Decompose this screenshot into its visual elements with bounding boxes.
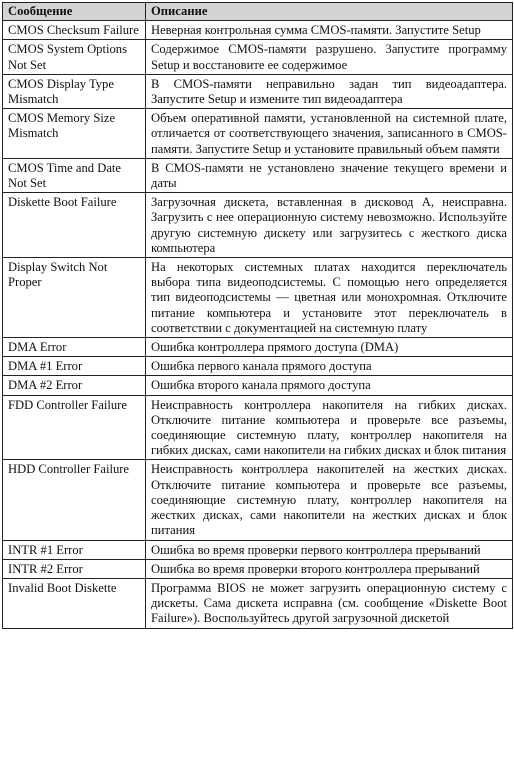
description-cell: В CMOS-памяти не установлено значение текущего времени и даты [146, 158, 513, 192]
description-cell: Неисправность контроллера накопителя на гибких дисках. Отключите питание компьютера и проверьте все разъемы, соединяющие системную плату, контроллер накопителя на гибких дисках, сами накопители на гибких дисках и блок питания [146, 395, 513, 460]
table-row [3, 559, 513, 578]
table-row [3, 540, 513, 559]
message-cell: Display Switch Not Proper [3, 258, 146, 338]
description-cell: Программа BIOS не может загрузить операционную систему с дискеты. Сама дискета исправна (см. сообщение «Diskette Boot Failure»). Воспользуйтесь другой загрузочной дискетой [146, 578, 513, 628]
description-cell: Загрузочная дискета, вставленная в дисковод A, неисправна. Загрузить с нее операционную систему невозможно. Используйте другую системную дискету или загрузитесь с жесткого диска компьютера [146, 193, 513, 258]
table-header [3, 3, 513, 21]
table-row [3, 258, 513, 338]
table-row [3, 376, 513, 395]
description-cell: Объем оперативной памяти, установленной на системной плате, отличается от соответствующего значения, записанного в CMOS-памяти. Запустите Setup и установите правильный объем памяти [146, 109, 513, 159]
table-row [3, 74, 513, 108]
column-header-message: Сообщение [3, 3, 146, 21]
table-row [3, 40, 513, 74]
description-cell: Ошибка второго канала прямого доступа [146, 376, 513, 395]
message-cell: DMA #2 Error [3, 376, 146, 395]
message-cell: Diskette Boot Failure [3, 193, 146, 258]
message-cell: CMOS Display Type Mismatch [3, 74, 146, 108]
table-row [3, 395, 513, 460]
message-cell: DMA #1 Error [3, 357, 146, 376]
table-row [3, 357, 513, 376]
description-cell: Неверная контрольная сумма CMOS-памяти. Запустите Setup [146, 21, 513, 40]
column-header-description: Описание [146, 3, 513, 21]
description-cell: Ошибка во время проверки первого контроллера прерываний [146, 540, 513, 559]
table-row [3, 578, 513, 628]
message-cell: CMOS Memory Size Mismatch [3, 109, 146, 159]
table-row [3, 109, 513, 159]
description-cell: Неисправность контроллера накопителей на жестких дисках. Отключите питание компьютера и проверьте все разъемы, соединяющие системную плату, контроллер накопителя на жестких дисках, сами накопители на жестких дисках и блок питания [146, 460, 513, 540]
description-cell: Ошибка во время проверки второго контроллера прерываний [146, 559, 513, 578]
message-cell: INTR #1 Error [3, 540, 146, 559]
message-cell: Invalid Boot Diskette [3, 578, 146, 628]
message-cell: INTR #2 Error [3, 559, 146, 578]
description-cell: В CMOS-памяти неправильно задан тип видеоадаптера. Запустите Setup и измените тип видеоадаптера [146, 74, 513, 108]
message-cell: CMOS Time and Date Not Set [3, 158, 146, 192]
table-row [3, 193, 513, 258]
table-row [3, 158, 513, 192]
table-row [3, 21, 513, 40]
bios-messages-table [2, 2, 513, 629]
header-row [3, 3, 513, 21]
description-cell: Содержимое CMOS-памяти разрушено. Запустите программу Setup и восстановите ее содержимое [146, 40, 513, 74]
message-cell: CMOS System Options Not Set [3, 40, 146, 74]
message-cell: FDD Controller Failure [3, 395, 146, 460]
table-row [3, 338, 513, 357]
description-cell: На некоторых системных платах находится переключатель выбора типа видеоподсистемы. С помощью него определяется тип видеоподсистемы — цветная или монохромная. Отключите питание компьютера и установите этот переключатель в соответствии с документацией на системную плату [146, 258, 513, 338]
description-cell: Ошибка первого канала прямого доступа [146, 357, 513, 376]
message-cell: DMA Error [3, 338, 146, 357]
message-cell: HDD Controller Failure [3, 460, 146, 540]
message-cell: CMOS Checksum Failure [3, 21, 146, 40]
description-cell: Ошибка контроллера прямого доступа (DMA) [146, 338, 513, 357]
table-body [3, 21, 513, 628]
table-row [3, 460, 513, 540]
